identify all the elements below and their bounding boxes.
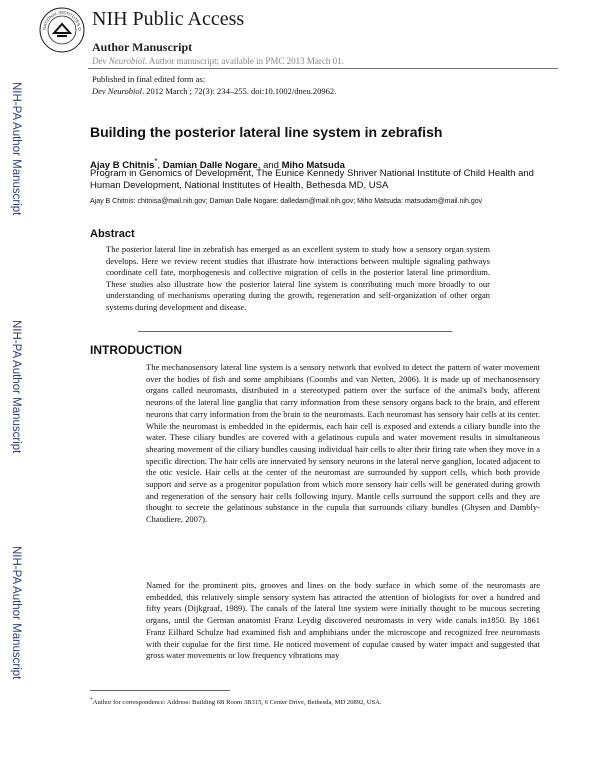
- author-1-mark: *: [154, 157, 158, 166]
- nih-logo: [38, 6, 86, 54]
- footnote: [90, 697, 382, 706]
- header-title: NIH Public Access: [92, 8, 245, 30]
- author-2: Damian Dalle Nogare: [162, 160, 258, 172]
- abstract-rule: [138, 331, 452, 332]
- footnote-text: Author for correspondence: Address: Building 6B Room 3B315, 6 Center Drive, Bethesda, MD 20892, USA.: [92, 699, 382, 707]
- availability-line: [92, 56, 344, 66]
- abstract-heading: Abstract: [90, 228, 135, 240]
- footnote-mark: *: [90, 697, 93, 703]
- header-subtitle: Author Manuscript: [92, 40, 193, 54]
- intro-paragraph-2: Named for the prominent pits, grooves and lines on the body surface in which some of the neuromasts are embedded, this relatively simple sensory system has attracted the attention of biologists for over a hundred and fifty years (Dijkgraaf, 1989). The canals of the lateral line system were initially thought to be mucous secreting organs, until the German anatomist Franz Leydig discovered neuromasts in very wide canals in1850. By 1861 Franz Eilhard Schulze had examined fish and amphibians under the microscope and recognized free neuromasts with their cupulae for the first time. He noticed movement of cupulae caused by water impact and suggested that gross water movements or low frequency vibrations may: [146, 580, 540, 661]
- side-label-2: NIH-PA Author Manuscript: [10, 320, 22, 454]
- abstract-body: The posterior lateral line in zebrafish has emerged as an excellent system to study how a sensory organ system develops. Here we review recent studies that illustrate how interactions between multiple signaling pathways coordinate cell fate, morphogenesis and collective migration of cells in the posterior lateral line primordium. These studies also illustrate how the posterior lateral line system is contributing much more broadly to our understanding of mechanisms operating during the growth, regeneration and self-organization of other organ systems during development and disease.: [106, 244, 490, 312]
- availability-rest: . Author manuscript; available in PMC 2013 March 01.: [144, 56, 344, 66]
- journal-name: Dev Neurobiol: [92, 56, 145, 66]
- citation: [92, 86, 336, 96]
- header-rule: [88, 68, 558, 69]
- intro-paragraph-1: The mechanosensory lateral line system is a sensory network that evolved to detect the pattern of water movement over the bodies of fish and some amphibians (Coombs and van Netten, 2006). It is made up of mechanosensory organs called neuromasts, distributed in a stereotyped pattern over the surface of the animal's body, afferent neurons of the lateral line ganglia that carry information from these sensory organs back to the brain, and efferent neurons that carry information from the brain to the neuromasts. Each neuromast has sensory hair cells at its center. While the neuromast is embedded in the epidermis, each hair cell is exposed and extends a ciliary bundle into the water. These ciliary bundles are covered with a gelatinous cupula and water movement results in simultaneous shearing movement of the ciliary bundles causing individual hair cells to alter their firing rate when they move in a specific direction. The hair cells are innervated by sensory neurons in the lateral nerve ganglion, located adjacent to the otic vesicle. Hair cells at the center of the neuromast are surrounded by support cells, which both provide support and serve as a progenitor population from which more sensory hair cells will be generated during growth and regeneration of the sensory hair cells following injury. Mantle cells surround the support cells and they are thought to secrete the gelatinous substance in the cupula that surrounds ciliary bundles (Ghysen and Dambly-Chaudiere, 2007).: [146, 362, 540, 525]
- author-3: Miho Matsuda: [281, 160, 345, 172]
- author-emails: Ajay B Chitnis: chitnisa@mail.nih.gov; Damian Dalle Nogare: dalledam@mail.nih.gov; Miho Matsuda: matsudam@mail.nih.gov: [90, 198, 483, 205]
- published-line: Published in final edited form as:: [92, 74, 206, 84]
- side-label-1: NIH-PA Author Manuscript: [10, 82, 22, 216]
- author-1: Ajay B Chitnis: [90, 160, 155, 172]
- side-label-3: NIH-PA Author Manuscript: [10, 546, 22, 680]
- citation-journal: Dev Neurobiol: [92, 86, 142, 96]
- article-title: Building the posterior lateral line system in zebrafish: [90, 124, 443, 140]
- logo-text: NATIONAL INSTITUTES O: [41, 9, 83, 31]
- authors: Ajay B Chitnis*, Damian Dalle Nogare, and Miho Matsuda: [90, 157, 345, 172]
- affiliation: Program in Genomics of Development, The Eunice Kennedy Shriver National Institute of Child Health and Human Development, National Institutes of Health, Bethesda MD, USA: [90, 168, 534, 191]
- citation-rest: . 2012 March ; 72(3): 234–255. doi:10.1002/dneu.20962.: [141, 86, 337, 96]
- introduction-heading: INTRODUCTION: [90, 343, 182, 357]
- footnote-rule: [90, 690, 230, 691]
